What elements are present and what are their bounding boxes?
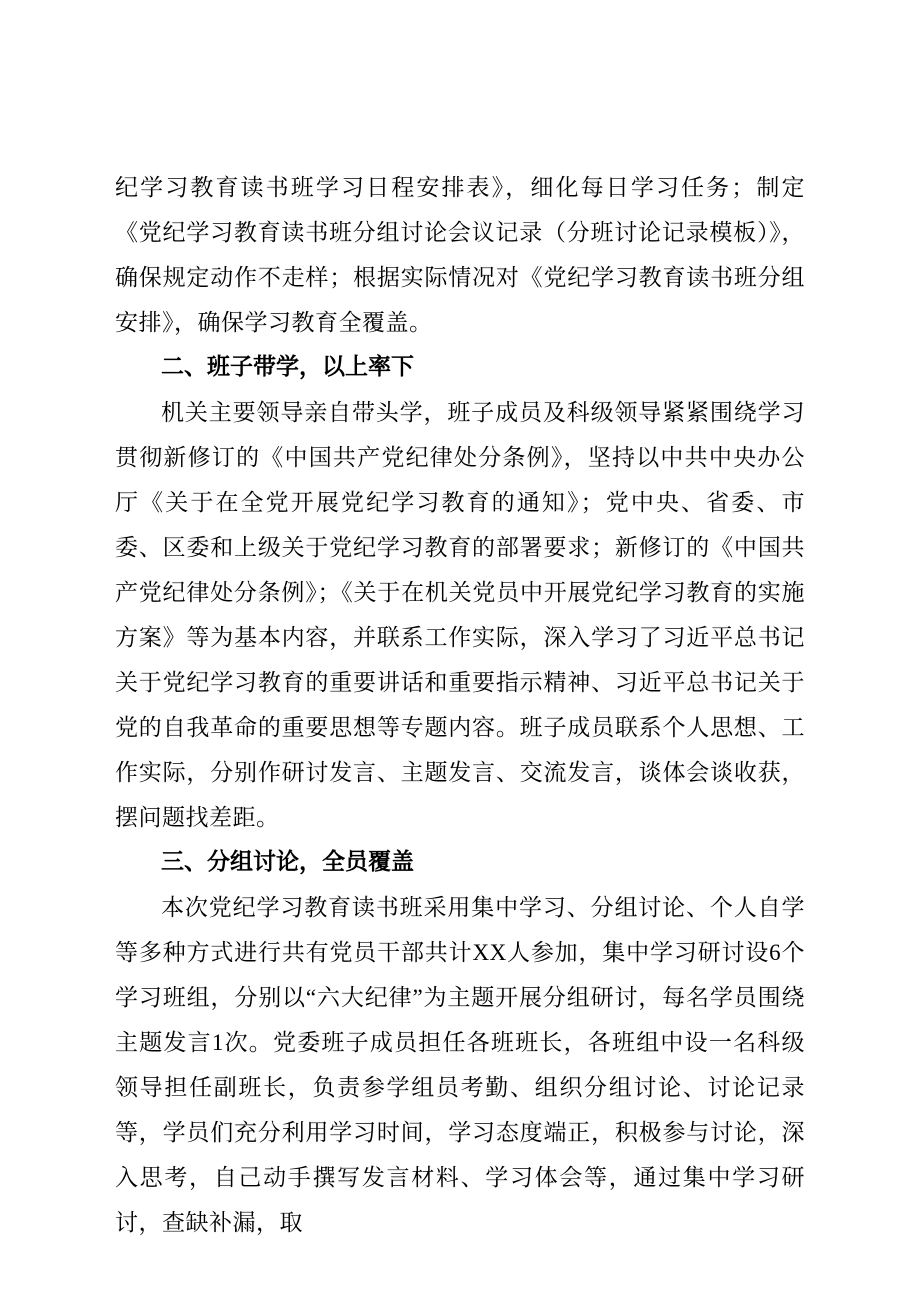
heading-section-2: 二、班子带学，以上率下 <box>161 354 414 380</box>
paragraph-section-2: 机关主要领导亲自带头学，班子成员及科级领导紧紧围绕学习贯彻新修订的《中国共产党纪律处分条例》，坚持以中共中央办公厅《关于在全党开展党纪学习教育的通知》；党中央、省委、市委、区委和上级关于党纪学习教育的部署要求；新修订的《中国共产党纪律处分条例》；《关于在机关党员中开展党纪学习教育的实施方案》等为基本内容，并联系工作实际，深入学习了习近平总书记关于党纪学习教育的重要讲话和重要指示精神、习近平总书记关于党的自我革命的重要思想等专题内容。班子成员联系个人思想、工作实际，分别作研讨发言、主题发言、交流发言，谈体会谈收获，摆问题找差距。 <box>115 400 805 830</box>
paragraph-continued-from-previous-page: 纪学习教育读书班学习日程安排表》，细化每日学习任务；制定《党纪学习教育读书班分组讨论会议记录（分班讨论记录模板）》，确保规定动作不走样；根据实际情况对《党纪学习教育读书班分组安排》，确保学习教育全覆盖。 <box>115 175 805 335</box>
heading-section-3: 三、分组讨论，全员覆盖 <box>161 849 414 875</box>
document-body <box>115 165 805 1245</box>
paragraph-section-3: 本次党纪学习教育读书班采用集中学习、分组讨论、个人自学等多种方式进行共有党员干部共计XX人参加，集中学习研讨设6个学习班组，分别以“六大纪律”为主题开展分组研讨，每名学员围绕主题发言1次。党委班子成员担任各班班长，各班组中设一名科级领导担任副班长，负责参学组员考勤、组织分组讨论、讨论记录等，学员们充分利用学习时间，学习态度端正，积极参与讨论，深入思考，自己动手撰写发言材料、学习体会等，通过集中学习研讨，查缺补漏，取 <box>115 895 805 1235</box>
